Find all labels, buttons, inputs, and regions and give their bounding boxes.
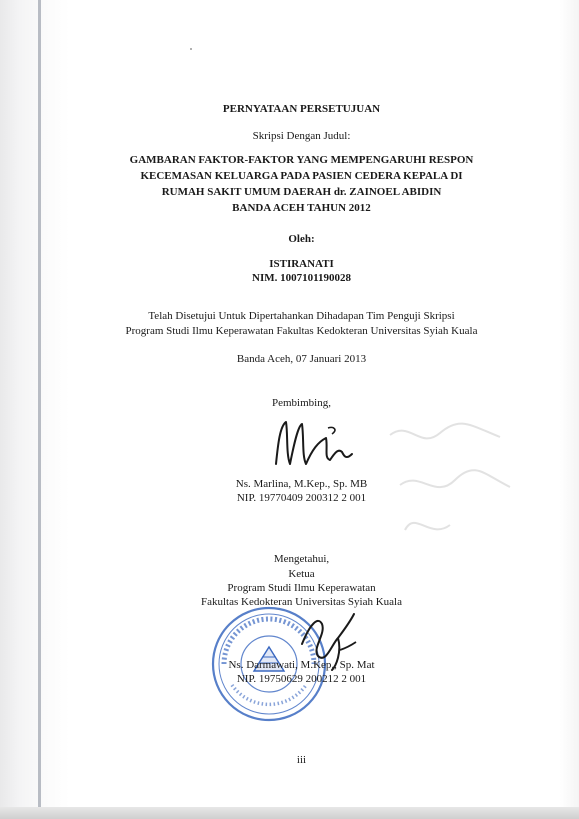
title-line-3: RUMAH SAKIT UMUM DAERAH dr. ZAINOEL ABIDIN <box>161 186 442 198</box>
author-name: ISTIRANATI <box>269 258 334 270</box>
place-date: Banda Aceh, 07 Januari 2013 <box>236 353 367 365</box>
title-line-1: GAMBARAN FAKTOR-FAKTOR YANG MEMPENGARUHI RESPON <box>129 154 474 166</box>
supervisor-signature <box>268 414 358 474</box>
page-binding-edge <box>38 0 41 819</box>
approval-line-1: Telah Disetujui Untuk Dipertahankan Dihadapan Tim Penguji Skripsi <box>148 310 455 322</box>
scan-speck <box>190 48 192 50</box>
heading: PERNYATAAN PERSETUJUAN <box>222 103 381 115</box>
author-nim: NIM. 1007101190028 <box>252 272 351 284</box>
title-line-2: KECEMASAN KELUARGA PADA PASIEN CEDERA KEPALA DI <box>140 170 463 182</box>
page-number: iii <box>296 754 307 766</box>
supervisor-name: Ns. Marlina, M.Kep., Sp. MB <box>235 478 368 490</box>
faculty-line: Fakultas Kedokteran Universitas Syiah Kuala <box>200 596 402 608</box>
by-label: Oleh: <box>288 233 315 245</box>
chair-name: Ns. Darmawati, M.Kep., Sp. Mat <box>228 659 375 671</box>
supervisor-label: Pembimbing, <box>272 397 331 409</box>
supervisor-nip: NIP. 19770409 200312 2 001 <box>236 492 367 504</box>
chair-label: Ketua <box>288 568 315 580</box>
program-line: Program Studi Ilmu Keperawatan <box>227 582 376 594</box>
acknowledged-label: Mengetahui, <box>273 553 330 565</box>
chair-nip: NIP. 19750629 200212 2 001 <box>236 673 367 685</box>
subheading: Skripsi Dengan Judul: <box>252 130 351 142</box>
approval-line-2: Program Studi Ilmu Keperawatan Fakultas Kedokteran Universitas Syiah Kuala <box>125 325 478 337</box>
title-line-4: BANDA ACEH TAHUN 2012 <box>232 202 371 214</box>
scan-bottom-edge <box>0 807 579 819</box>
